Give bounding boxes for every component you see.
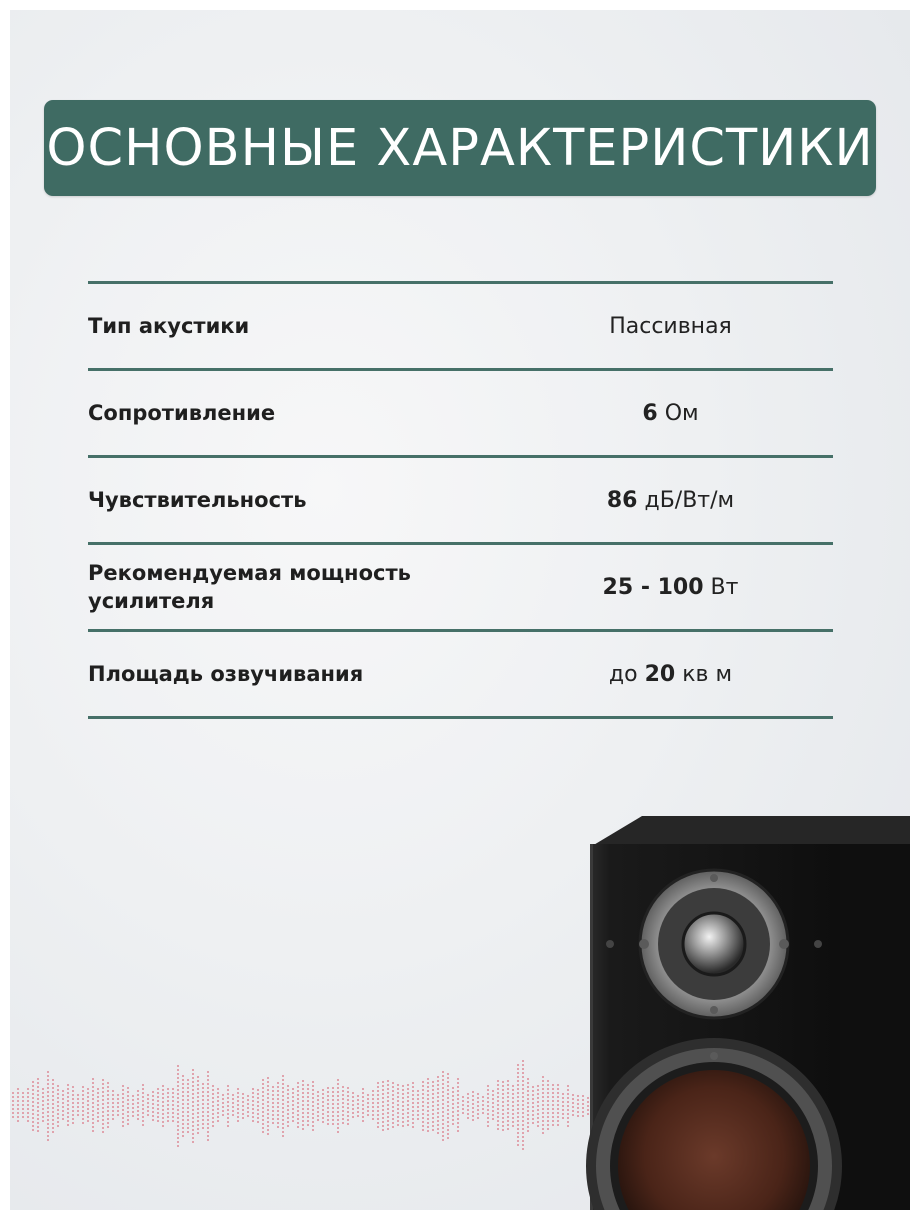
divider xyxy=(88,716,833,719)
spec-label: Тип акустики xyxy=(88,313,250,338)
spec-label: Площадь озвучивания xyxy=(88,661,364,686)
title-banner xyxy=(44,100,876,196)
spec-row xyxy=(88,371,833,455)
spec-value: 25 - 100 Вт xyxy=(602,574,739,600)
speaker-image xyxy=(582,816,910,1210)
spec-value: 6 Ом xyxy=(642,400,699,426)
spec-row xyxy=(88,545,833,629)
spec-label: Чувствительность xyxy=(88,487,307,512)
spec-label: Рекомендуемая мощность усилителя xyxy=(88,560,411,613)
spec-row xyxy=(88,458,833,542)
page-title: ОСНОВНЫЕ ХАРАКТЕРИСТИКИ xyxy=(46,118,874,178)
spec-value: Пассивная xyxy=(609,313,732,339)
spec-label: Сопротивление xyxy=(88,400,276,425)
spec-row xyxy=(88,632,833,716)
spec-value: до 20 кв м xyxy=(608,661,733,687)
spec-row xyxy=(88,284,833,368)
product-card xyxy=(10,10,910,1210)
sound-wave-graphic xyxy=(10,1050,610,1160)
spec-value: 86 дБ/Вт/м xyxy=(606,487,735,513)
